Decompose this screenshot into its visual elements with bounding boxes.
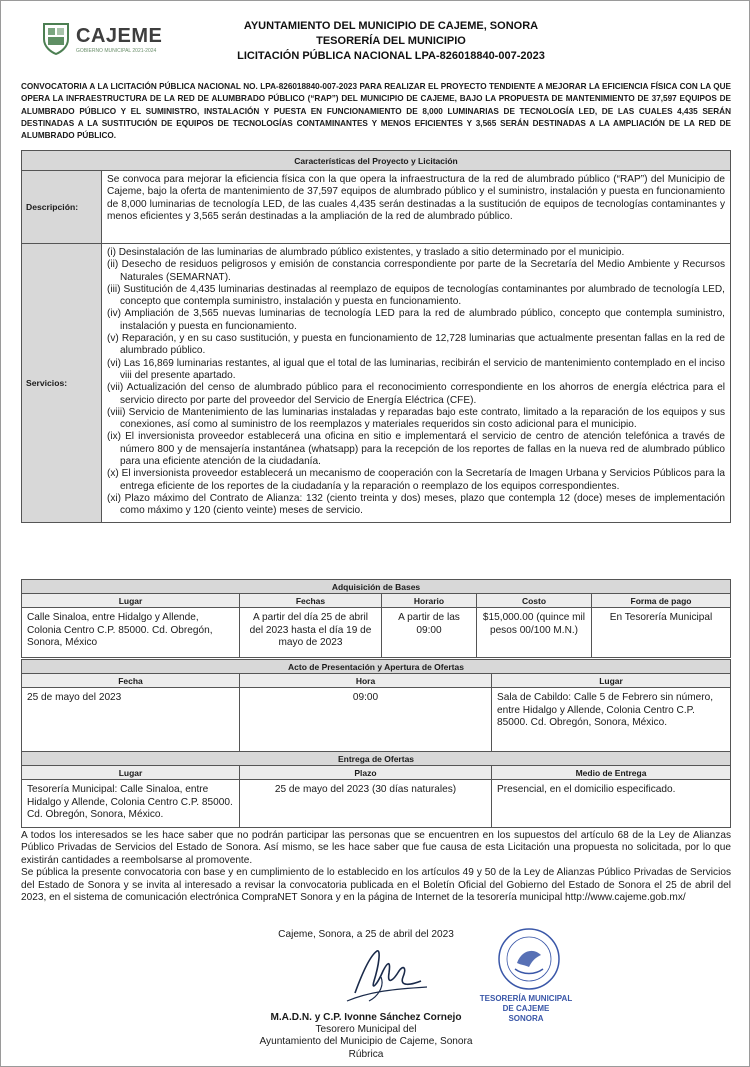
logo-wordmark: CAJEME xyxy=(76,25,163,47)
svg-text:SONORA: SONORA xyxy=(508,1014,544,1023)
characteristics-table xyxy=(21,150,731,523)
characteristics-title: Características del Proyecto y Licitación xyxy=(22,151,731,171)
service-item: (vi) Las 16,869 luminarias restantes, al igual que el total de las luminarias, recibirán el servicio de mantenimiento contemplado en el inciso viii del presente apartado. xyxy=(107,357,725,381)
notice-block xyxy=(21,830,731,904)
bases-col-costo: Costo xyxy=(477,594,592,608)
convocatoria-paragraph: CONVOCATORIA A LA LICITACIÓN PÚBLICA NACIONAL NO. LPA-826018840-007-2023 PARA REALIZAR EL PROYECTO TENDIENTE A MEJORAR LA EFICIENCIA FÍSICA CON LA QUE OPERA LA INFRAESTRUCTURA DE LA RED DE ALUMBRADO PÚBLICO (“RAP”) DEL MUNICIPIO DE CAJEME, BAJO LA PROPUESTA DE MANTENIMIENTO DE 37,597 EQUIPOS DE ALUMBRADO PÚBLICO Y EL SUMINISTRO, INSTALACIÓN Y PUESTA EN FUNCIONAMIENTO DE 8,000 LUMINARIAS DE TECNOLOGÍA LED, DE LAS CUALES 4,435 SERÁN DESTINADAS A LA SUSTITUCIÓN DE EQUIPOS DE TECNOLOGÍAS CONTAMINANTES Y MENOS EFICIENTES Y 3,565 SERÁN DESTINADAS A LA AMPLIACIÓN DE LA RED DE ALUMBRADO PÚBLICO. xyxy=(21,82,731,141)
service-item: (iv) Ampliación de 3,565 nuevas luminarias de tecnología LED para la red de alumbrado público, concepto que contempla suministro, instalación y puesta en funcionamiento. xyxy=(107,308,725,332)
logo-tagline: GOBIERNO MUNICIPAL 2021-2024 xyxy=(76,48,157,54)
entrega-col-lugar: Lugar xyxy=(22,766,240,780)
handwritten-signature xyxy=(341,941,431,1011)
svg-text:DE CAJEME: DE CAJEME xyxy=(502,1004,550,1013)
bases-costo: $15,000.00 (quince mil pesos 00/100 M.N.) xyxy=(477,608,592,658)
bases-col-pago: Forma de pago xyxy=(592,594,731,608)
bases-lugar: Calle Sinaloa, entre Hidalgo y Allende, Colonia Centro C.P. 85000. Cd. Obregón, Sonora, México xyxy=(22,608,240,658)
bases-col-horario: Horario xyxy=(382,594,477,608)
acto-fecha: 25 de mayo del 2023 xyxy=(22,688,240,752)
service-item: (i) Desinstalación de las luminarias de alumbrado público existentes, y traslado a sitio determinado por el municipio. xyxy=(107,247,625,258)
description-text: Se convoca para mejorar la eficiencia física con la que opera la infraestructura de la red de alumbrado público (“RAP”) del Municipio de Cajeme, bajo la oferta de mantenimiento de 37,597 equipos de alumbrado público y el suministro, instalación y puesta en funcionamiento de 8,000 luminarias de tecnología LED, de las cuales 4,435 serán destinadas a la sustitución de equipos de tecnologías contaminantes y menos eficientes y 3,565 serán destinadas a la ampliación de la red de alumbrado público. xyxy=(102,171,731,244)
notice-paragraph-2: Se pública la presente convocatoria con base y en cumplimiento de lo establecido en los artículos 49 y 50 de la Ley de Alianzas Público Privadas de Servicios del Estado de Sonora y se invita al interesado a revisar la convocatoria publicada en el Boletín Oficial del Gobierno del Estado de Sonora el 25 de abril del 2023, en el sistema de comunicación electrónica CompraNET Sonora y en la página de Internet de la tesorería municipal http://www.cajeme.gob.mx/ xyxy=(21,867,731,904)
acto-col-fecha: Fecha xyxy=(22,674,240,688)
bases-title: Adquisición de Bases xyxy=(22,580,731,594)
service-item: (vii) Actualización del censo de alumbrado público para el reconocimiento correspondiente en los ahorros de energía eléctrica para el servicio directo por parte del proveedor del Servicio de Energía Eléctrica (CFE). xyxy=(107,382,725,406)
notice-paragraph-1: A todos los interesados se les hace saber que no podrán participar las personas que se encuentren en los supuestos del artículo 68 de la Ley de Alianzas Público Privadas de Servicios del Estado de Sonora. Así mismo, se les hace saber que fue causa de esta Licitación una propuesta no solicitada, por lo que existirán cantidades a reembolsarse al promovente. xyxy=(21,830,731,866)
header-line-3: LICITACIÓN PÚBLICA NACIONAL LPA-826018840-007-2023 xyxy=(237,50,545,62)
entrega-col-plazo: Plazo xyxy=(240,766,492,780)
signer-position xyxy=(201,1024,531,1061)
place-date: Cajeme, Sonora, a 25 de abril del 2023 xyxy=(278,929,454,940)
services-cell xyxy=(102,244,731,523)
entrega-lugar: Tesorería Municipal: Calle Sinaloa, entre Hidalgo y Allende, Colonia Centro C.P. 85000. Cd. Obregón, Sonora, México. xyxy=(22,780,240,828)
bases-fechas: A partir del día 25 de abril del 2023 hasta el día 19 de mayo de 2023 xyxy=(240,608,382,658)
services-list xyxy=(107,247,725,518)
acto-col-hora: Hora xyxy=(240,674,492,688)
entrega-table xyxy=(21,751,731,828)
cajeme-logo xyxy=(41,21,161,57)
rubrica-label: Rúbrica xyxy=(348,1048,384,1060)
acto-col-lugar: Lugar xyxy=(492,674,731,688)
signer-position-line-1: Tesorero Municipal del xyxy=(315,1024,417,1035)
entrega-plazo: 25 de mayo del 2023 (30 días naturales) xyxy=(240,780,492,828)
entrega-medio: Presencial, en el domicilio especificado. xyxy=(492,780,731,828)
acto-lugar: Sala de Cabildo: Calle 5 de Febrero sin número, entre Hidalgo y Allende, Colonia Centro C.P. 85000. Cd. Obregón, Sonora, México. xyxy=(492,688,731,752)
signer-position-line-2: Ayuntamiento del Municipio de Cajeme, Sonora xyxy=(259,1036,473,1048)
header-line-2: TESORERÍA DEL MUNICIPIO xyxy=(316,35,466,47)
svg-text:TESORERÍA MUNICIPAL: TESORERÍA MUNICIPAL xyxy=(479,994,573,1003)
service-item: (iii) Sustitución de 4,435 luminarias destinadas al reemplazo de equipos de tecnologías contaminantes por alumbrado de tecnología LED, concepto que contempla suministro, instalación y puesta en funcionamiento. xyxy=(107,283,725,308)
entrega-title: Entrega de Ofertas xyxy=(22,752,731,766)
bases-col-lugar: Lugar xyxy=(22,594,240,608)
description-label: Descripción: xyxy=(22,171,102,244)
treasury-seal xyxy=(471,919,581,1027)
service-item: (x) El inversionista proveedor establecerá un mecanismo de cooperación con la Secretaría de Imagen Urbana y Servicios Públicos para la entrega eficiente de los reportes de la ciudadanía y la reparación o reemplazo de los equipos correspondientes. xyxy=(107,468,725,492)
bases-table xyxy=(21,579,731,658)
header-line-1: AYUNTAMIENTO DEL MUNICIPIO DE CAJEME, SONORA xyxy=(243,20,539,32)
document-header xyxy=(191,19,591,64)
municipal-shield-icon xyxy=(41,21,71,55)
service-item: (ix) El inversionista proveedor establecerá una oficina en sitio e implementará el servicio de centro de atención telefónica a través de número 800 y de mensajería instantánea (whatsapp) para la recepción de los reportes de fallas en la nueva red de alumbrado público para una eficiente atención de la ciudadanía. xyxy=(107,431,725,468)
bases-pago: En Tesorería Municipal xyxy=(592,608,731,658)
service-item: (viii) Servicio de Mantenimiento de las luminarias instaladas y reparadas bajo este contrato, limitado a la reparación de los equipos y sus conexiones, así como al suministro de los reemplazos y materiales requeridos sin costo adicional para el municipio. xyxy=(107,406,725,431)
service-item: (ii) Desecho de residuos peligrosos y emisión de constancia correspondiente por parte de la Secretaría del Medio Ambiente y Recursos Naturales (SEMARNAT). xyxy=(107,259,725,283)
service-item: (v) Reparación, y en su caso sustitución, y puesta en funcionamiento de 12,728 luminarias que actualmente presentan fallas en la red de alumbrado público. xyxy=(107,333,725,357)
acto-hora: 09:00 xyxy=(240,688,492,752)
bases-horario: A partir de las 09:00 xyxy=(382,608,477,658)
acto-title: Acto de Presentación y Apertura de Ofertas xyxy=(22,660,731,674)
service-item: (xi) Plazo máximo del Contrato de Alianza: 132 (ciento treinta y dos) meses, plazo que contempla 12 (doce) meses de implementación como máximo y 120 (ciento veinte) meses de servicio. xyxy=(107,492,725,517)
entrega-col-medio: Medio de Entrega xyxy=(492,766,731,780)
acto-table xyxy=(21,659,731,752)
bases-col-fechas: Fechas xyxy=(240,594,382,608)
signer-name: M.A.D.N. y C.P. Ivonne Sánchez Cornejo xyxy=(270,1012,462,1023)
services-label: Servicios: xyxy=(22,244,102,523)
